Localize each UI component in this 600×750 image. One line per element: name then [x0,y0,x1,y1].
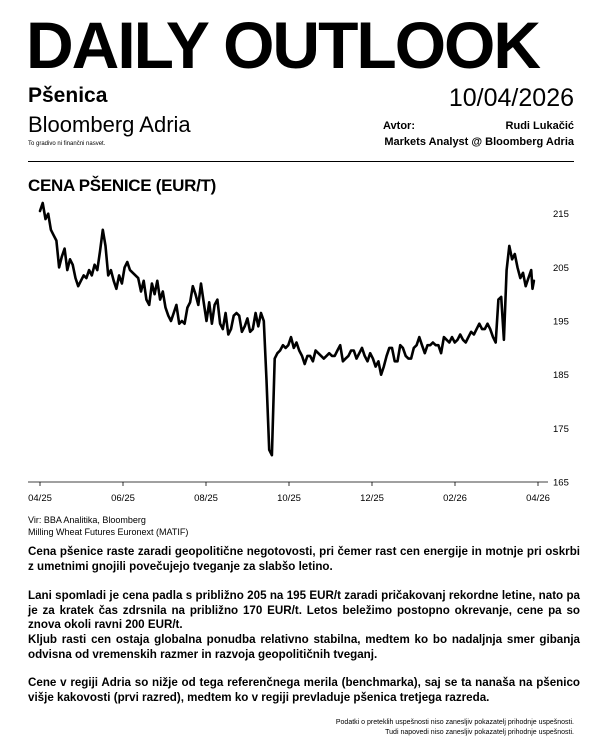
y-axis [553,209,569,488]
data-point [190,302,191,303]
data-point [214,304,215,305]
data-point [179,323,180,324]
y-tick-label: 205 [553,262,569,274]
data-point [471,331,472,332]
data-point [80,280,81,281]
data-point [351,350,352,351]
data-point [334,355,335,356]
data-point [277,353,278,354]
data-point [482,329,483,330]
data-point [531,270,532,271]
data-point [522,272,523,273]
data-point [511,259,512,260]
data-point [372,358,373,359]
data-point [476,329,477,330]
data-point [359,353,360,354]
data-point [400,345,401,346]
top-disclaimer: To gradivo ni finančni nasvet. [28,141,106,147]
data-point [381,374,382,375]
data-point [419,337,420,338]
data-point [370,353,371,354]
data-point [299,350,300,351]
data-point [501,296,502,297]
data-point [473,334,474,335]
data-point [121,283,122,284]
data-point [61,256,62,257]
chart-source-series: Milling Wheat Futures Euronext (MATIF) [28,527,189,537]
data-point [503,339,504,340]
data-point [110,270,111,271]
data-point [211,323,212,324]
data-point [97,270,98,271]
y-tick-label: 175 [553,423,569,435]
data-point [173,312,174,313]
data-point [329,353,330,354]
data-point [165,307,166,308]
data-point [348,355,349,356]
data-point [301,355,302,356]
data-point [293,347,294,348]
data-point [45,219,46,220]
data-point [509,245,510,246]
data-point [490,329,491,330]
x-tick-label: 02/26 [443,493,467,504]
data-point [230,329,231,330]
data-point [528,278,529,279]
x-tick-label: 06/25 [111,493,135,504]
data-point [353,350,354,351]
data-point [402,347,403,348]
data-point [495,342,496,343]
series-line [40,203,534,455]
data-point [129,270,130,271]
data-point [42,202,43,203]
data-point [323,358,324,359]
data-point [304,363,305,364]
data-point [247,318,248,319]
data-point [532,288,533,289]
data-point [176,304,177,305]
data-point [222,329,223,330]
chart-source: Vir: BBA Analitika, Bloomberg [28,515,146,525]
data-point [146,299,147,300]
data-point [154,294,155,295]
data-point [451,337,452,338]
data-point [108,275,109,276]
data-point [462,339,463,340]
data-point [198,304,199,305]
data-point [421,345,422,346]
data-point [520,278,521,279]
data-point [83,275,84,276]
data-point [59,267,60,268]
data-point [487,323,488,324]
report-date: 10/04/2026 [448,84,574,112]
data-point [506,270,507,271]
data-point [69,259,70,260]
data-point [138,278,139,279]
data-point [408,358,409,359]
data-point [94,264,95,265]
data-point [236,312,237,313]
data-point [449,342,450,343]
data-point [149,304,150,305]
data-point [424,353,425,354]
data-point [533,280,534,281]
body-paragraph-3: Kljub rasti cen ostaja globalna ponudba relativno stabilna, medtem ko bo nadaljnja smer gibanja odvisna od vremenskih razmer in razvoja geopolitičnih tveganj. [28,633,580,661]
data-point [296,342,297,343]
data-point [356,358,357,359]
data-point [498,299,499,300]
data-point [89,270,90,271]
data-point [184,323,185,324]
data-point [67,270,68,271]
data-point [271,455,272,456]
data-point [274,358,275,359]
price-chart [0,195,600,510]
brand-logo: Bloomberg Adria [28,112,191,137]
footer-disclaimer-1: Podatki o preteklih uspešnosti niso zanesljiv pokazatelj prihodnje uspešnosti. [335,719,574,726]
data-point [438,345,439,346]
data-point [86,278,87,279]
data-point [340,345,341,346]
author-role: Markets Analyst @ Bloomberg Adria [384,136,574,148]
data-point [39,210,40,211]
data-point [435,345,436,346]
data-point [102,229,103,230]
data-point [160,299,161,300]
data-point [132,272,133,273]
y-tick-label: 165 [553,477,569,489]
data-point [389,347,390,348]
data-point [75,278,76,279]
x-axis [28,482,550,504]
x-tick-label: 08/25 [194,493,218,504]
data-point [105,245,106,246]
data-point [127,261,128,262]
data-point [432,342,433,343]
data-point [457,339,458,340]
data-point [321,355,322,356]
data-point [244,326,245,327]
data-point [228,334,229,335]
data-point [285,347,286,348]
data-point [168,315,169,316]
data-point [258,326,259,327]
data-point [375,366,376,367]
data-point [517,267,518,268]
data-point [170,320,171,321]
data-point [386,355,387,356]
data-point [405,355,406,356]
data-point [280,350,281,351]
data-point [454,342,455,343]
chart-title: CENA PŠENICE (EUR/T) [28,176,216,195]
y-tick-label: 185 [553,370,569,382]
data-point [345,358,346,359]
data-point [64,248,65,249]
data-point [250,331,251,332]
data-point [116,288,117,289]
data-point [113,280,114,281]
data-point [99,251,100,252]
data-point [514,253,515,254]
data-point [378,361,379,362]
data-point [383,366,384,367]
data-point [217,299,218,300]
data-point [135,275,136,276]
data-point [411,358,412,359]
data-point [394,361,395,362]
author-name: Rudi Lukačić [505,120,574,132]
y-tick-label: 215 [553,209,569,221]
data-point [337,350,338,351]
data-point [192,286,193,287]
data-point [465,342,466,343]
data-point [312,361,313,362]
data-point [310,355,311,356]
data-point [78,286,79,287]
data-point [269,449,270,450]
data-point [143,280,144,281]
x-tick-label: 10/25 [277,493,301,504]
data-point [239,315,240,316]
data-point [151,283,152,284]
x-tick-label: 04/25 [28,493,52,504]
data-point [443,337,444,338]
data-point [225,312,226,313]
report-subject: Pšenica [28,84,108,107]
data-point [446,339,447,340]
data-point [468,337,469,338]
data-point [367,361,368,362]
data-point [72,264,73,265]
author-label: Avtor: [383,120,415,132]
data-point [391,347,392,348]
data-point [290,337,291,338]
report-title: DAILY OUTLOOK [26,8,540,82]
data-point [397,361,398,362]
data-point [364,355,365,356]
data-point [260,312,261,313]
data-point [203,302,204,303]
y-tick-label: 195 [553,316,569,328]
data-point [209,302,210,303]
series-points [39,202,534,455]
data-point [252,329,253,330]
data-point [48,213,49,214]
data-point [484,329,485,330]
data-point [255,312,256,313]
data-point [53,235,54,236]
data-point [233,315,234,316]
data-point [331,355,332,356]
data-point [124,267,125,268]
data-point [441,353,442,354]
x-tick-label: 12/25 [360,493,384,504]
data-point [525,286,526,287]
data-point [318,353,319,354]
data-point [206,320,207,321]
data-point [288,345,289,346]
data-point [157,280,158,281]
data-point [266,380,267,381]
data-point [263,320,264,321]
body-paragraph-4: Cene v regiji Adria so nižje od tega referenčnega merila (benchmarka), saj se ta nanaša na pšenico višje kakovosti (prvi razred), medtem ko v regiji prevladuje pšenica tretjega razreda. [28,676,580,704]
body-paragraph-1: Cena pšenice raste zaradi geopolitične negotovosti, pri čemer rast cen energije in motnje pri oskrbi z umetnimi gnojili povečujejo tveganje za slabšo letino. [28,545,580,573]
data-point [241,331,242,332]
data-point [427,345,428,346]
data-point [91,275,92,276]
data-point [326,355,327,356]
data-point [162,291,163,292]
footer-disclaimer-2: Tudi napovedi niso zanesljiv pokazatelj prihodnje uspešnosti. [385,729,574,736]
body-paragraph-2: Lani spomladi je cena padla s približno 205 na 195 EUR/t zaradi pričakovanj rekordne letine, nato pa je za kratek čas zdrsnila na približno 170 EUR/t. Letos beležimo postopno okrevanje, cene pa so znova okoli ravni 200 EUR/t. [28,589,580,631]
data-point [430,345,431,346]
data-point [50,229,51,230]
data-point [181,320,182,321]
data-point [200,283,201,284]
data-point [492,337,493,338]
data-point [416,345,417,346]
data-point [56,240,57,241]
data-point [220,323,221,324]
data-point [307,355,308,356]
data-point [315,350,316,351]
data-point [119,275,120,276]
data-point [282,345,283,346]
data-point [187,307,188,308]
data-point [195,294,196,295]
data-point [140,291,141,292]
x-tick-label: 04/26 [526,493,550,504]
data-point [413,347,414,348]
data-point [342,361,343,362]
header-divider [28,161,574,162]
data-point [479,323,480,324]
data-point [460,334,461,335]
data-point [361,347,362,348]
